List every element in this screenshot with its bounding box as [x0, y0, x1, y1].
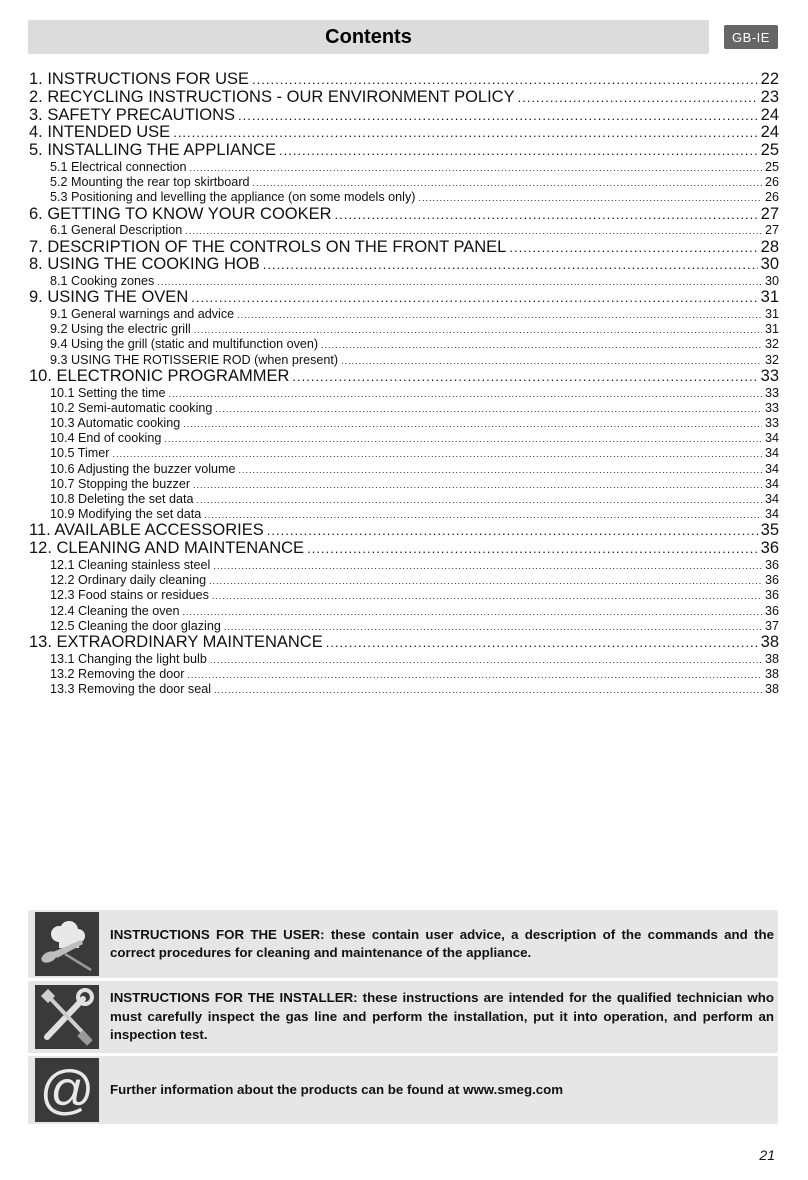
toc-section-entry[interactable] — [29, 507, 779, 522]
toc-entry-page: 27 — [760, 205, 779, 223]
toc-entry-label: 10.7 Stopping the buzzer — [50, 476, 191, 491]
toc-section-entry[interactable] — [29, 307, 779, 322]
toc-entry-page: 37 — [764, 618, 779, 633]
chef-icon — [35, 912, 99, 976]
toc-dot-leader — [209, 574, 762, 588]
toc-chapter-entry[interactable] — [29, 89, 779, 107]
toc-entry-label: 7. DESCRIPTION OF THE CONTROLS ON THE FRONT PANEL — [29, 238, 507, 256]
toc-dot-leader — [169, 387, 762, 401]
toc-dot-leader — [213, 559, 762, 573]
toc-dot-leader — [263, 256, 758, 274]
toc-dot-leader — [197, 493, 762, 507]
toc-entry-page: 30 — [764, 274, 779, 289]
table-of-contents — [29, 71, 779, 697]
toc-entry-page: 27 — [764, 223, 779, 238]
at-sign-icon — [35, 1058, 99, 1122]
toc-dot-leader — [341, 354, 762, 368]
toc-section-entry[interactable] — [29, 588, 779, 603]
further-information-text: Further information about the products can be found at www.smeg.com — [110, 1081, 564, 1097]
toc-chapter-entry[interactable] — [29, 289, 779, 307]
toc-entry-label: 10.2 Semi-automatic cooking — [50, 400, 213, 415]
toc-section-entry[interactable] — [29, 386, 779, 401]
toc-entry-page: 38 — [764, 651, 779, 666]
toc-entry-page: 34 — [764, 461, 779, 476]
toc-entry-page: 36 — [764, 557, 779, 572]
toc-section-entry[interactable] — [29, 619, 779, 634]
toc-entry-label: 9. USING THE OVEN — [29, 289, 189, 307]
toc-entry-label: 2. RECYCLING INSTRUCTIONS - OUR ENVIRONMENT POLICY — [29, 88, 515, 106]
toc-entry-label: 12.2 Ordinary daily cleaning — [50, 573, 207, 588]
toc-dot-leader — [335, 206, 758, 224]
toc-dot-leader — [253, 176, 762, 190]
toc-entry-page: 35 — [760, 522, 779, 540]
toc-entry-label: 10. ELECTRONIC PROGRAMMER — [29, 367, 290, 385]
toc-entry-label: 1. INSTRUCTIONS FOR USE — [29, 71, 250, 88]
toc-entry-page: 26 — [764, 190, 779, 205]
svg-text:@: @ — [39, 1060, 95, 1120]
toc-chapter-entry[interactable] — [29, 256, 779, 274]
toc-entry-label: 9.1 General warnings and advice — [50, 307, 235, 322]
toc-entry-page: 36 — [764, 603, 779, 618]
toc-chapter-entry[interactable] — [29, 71, 779, 89]
toc-dot-leader — [321, 338, 762, 352]
toc-section-entry[interactable] — [29, 190, 779, 205]
toc-section-entry[interactable] — [29, 431, 779, 446]
toc-dot-leader — [307, 540, 758, 558]
toc-entry-page: 38 — [764, 682, 779, 697]
toc-entry-label: 10.3 Automatic cooking — [50, 416, 181, 431]
toc-dot-leader — [214, 683, 762, 697]
toc-entry-page: 33 — [764, 416, 779, 431]
toc-entry-label: 12. CLEANING AND MAINTENANCE — [29, 540, 305, 558]
installer-instructions-box — [28, 981, 778, 1053]
toc-entry-page: 33 — [764, 400, 779, 415]
toc-entry-label: 5.2 Mounting the rear top skirtboard — [50, 175, 250, 190]
toc-entry-label: 12.1 Cleaning stainless steel — [50, 557, 211, 572]
toc-chapter-entry[interactable] — [29, 206, 779, 224]
toc-entry-page: 34 — [764, 446, 779, 461]
toc-dot-leader — [191, 289, 757, 307]
toc-entry-page: 23 — [760, 88, 779, 106]
toc-entry-label: 9.3 USING THE ROTISSERIE ROD (when present) — [50, 352, 339, 367]
toc-entry-page: 31 — [764, 307, 779, 322]
toc-dot-leader — [157, 275, 762, 289]
installer-instructions-text: INSTRUCTIONS FOR THE INSTALLER: these instructions are intended for the qualified technician who must carefully inspect the gas line and perform the installation, put it into operation, and perform an inspection test. — [110, 990, 774, 1043]
toc-entry-page: 38 — [760, 633, 779, 651]
toc-dot-leader — [215, 402, 762, 416]
toc-entry-label: 10.9 Modifying the set data — [50, 507, 202, 522]
toc-entry-label: 10.8 Deleting the set data — [50, 491, 194, 506]
toc-dot-leader — [326, 634, 758, 652]
toc-entry-label: 13.3 Removing the door seal — [50, 682, 212, 697]
toc-dot-leader — [224, 620, 762, 634]
title-bar — [28, 20, 709, 54]
tools-icon — [35, 985, 99, 1049]
toc-entry-page: 33 — [764, 385, 779, 400]
toc-section-entry[interactable] — [29, 337, 779, 352]
toc-chapter-entry[interactable] — [29, 107, 779, 125]
toc-entry-label: 6.1 General Description — [50, 223, 183, 238]
toc-entry-page: 32 — [764, 337, 779, 352]
toc-entry-label: 8.1 Cooking zones — [50, 274, 155, 289]
toc-entry-label: 12.3 Food stains or residues — [50, 588, 209, 603]
toc-section-entry[interactable] — [29, 492, 779, 507]
toc-entry-page: 33 — [760, 367, 779, 385]
toc-dot-leader — [183, 417, 762, 431]
toc-section-entry[interactable] — [29, 477, 779, 492]
toc-section-entry[interactable] — [29, 160, 779, 175]
toc-chapter-entry[interactable] — [29, 124, 779, 142]
toc-section-entry[interactable] — [29, 682, 779, 697]
toc-entry-page: 34 — [764, 507, 779, 522]
toc-section-entry[interactable] — [29, 416, 779, 431]
toc-chapter-entry[interactable] — [29, 540, 779, 558]
toc-dot-leader — [292, 368, 757, 386]
toc-entry-label: 9.4 Using the grill (static and multifunction oven) — [50, 337, 319, 352]
toc-section-entry[interactable] — [29, 604, 779, 619]
toc-section-entry[interactable] — [29, 175, 779, 190]
toc-entry-page: 34 — [764, 476, 779, 491]
page-number: 21 — [759, 1147, 775, 1163]
toc-chapter-entry[interactable] — [29, 239, 779, 257]
toc-entry-page: 28 — [760, 238, 779, 256]
toc-entry-page: 36 — [764, 588, 779, 603]
toc-dot-leader — [509, 239, 757, 257]
further-information-box — [28, 1056, 778, 1124]
toc-section-entry[interactable] — [29, 652, 779, 667]
toc-entry-page: 34 — [764, 431, 779, 446]
toc-entry-label: 12.5 Cleaning the door glazing — [50, 618, 221, 633]
toc-dot-leader — [183, 605, 762, 619]
toc-entry-label: 13. EXTRAORDINARY MAINTENANCE — [29, 633, 323, 651]
toc-entry-page: 36 — [764, 573, 779, 588]
toc-section-entry[interactable] — [29, 274, 779, 289]
toc-entry-page: 30 — [760, 256, 779, 274]
toc-entry-label: 10.6 Adjusting the buzzer volume — [50, 461, 236, 476]
toc-entry-label: 8. USING THE COOKING HOB — [29, 256, 260, 274]
toc-entry-label: 13.1 Changing the light bulb — [50, 651, 207, 666]
toc-entry-page: 31 — [764, 322, 779, 337]
toc-dot-leader — [418, 191, 762, 205]
toc-entry-label: 4. INTENDED USE — [29, 124, 171, 142]
toc-entry-label: 13.2 Removing the door — [50, 666, 185, 681]
language-badge: GB-IE — [724, 25, 778, 49]
toc-entry-label: 10.1 Setting the time — [50, 385, 166, 400]
toc-dot-leader — [252, 71, 758, 89]
toc-entry-label: 6. GETTING TO KNOW YOUR COOKER — [29, 205, 332, 223]
toc-entry-label: 5.3 Positioning and levelling the appliance (on some models only) — [50, 190, 416, 205]
toc-entry-label: 9.2 Using the electric grill — [50, 322, 191, 337]
toc-section-entry[interactable] — [29, 573, 779, 588]
toc-chapter-entry[interactable] — [29, 522, 779, 540]
toc-chapter-entry[interactable] — [29, 634, 779, 652]
toc-dot-leader — [187, 668, 762, 682]
toc-dot-leader — [204, 508, 762, 522]
toc-dot-leader — [210, 653, 762, 667]
toc-entry-label: 10.4 End of cooking — [50, 431, 162, 446]
toc-section-entry[interactable] — [29, 401, 779, 416]
toc-section-entry[interactable] — [29, 322, 779, 337]
toc-dot-leader — [239, 463, 762, 477]
user-instructions-box — [28, 910, 778, 978]
toc-dot-leader — [173, 124, 757, 142]
toc-section-entry[interactable] — [29, 223, 779, 238]
toc-chapter-entry[interactable] — [29, 142, 779, 160]
toc-dot-leader — [279, 142, 758, 160]
toc-dot-leader — [518, 89, 758, 107]
toc-section-entry[interactable] — [29, 446, 779, 461]
toc-entry-page: 34 — [764, 491, 779, 506]
toc-dot-leader — [185, 224, 762, 238]
toc-dot-leader — [193, 478, 762, 492]
toc-entry-label: 3. SAFETY PRECAUTIONS — [29, 106, 235, 124]
toc-entry-page: 38 — [764, 666, 779, 681]
toc-entry-label: 5.1 Electrical connection — [50, 159, 187, 174]
toc-entry-page: 32 — [764, 352, 779, 367]
toc-entry-page: 26 — [764, 175, 779, 190]
toc-section-entry[interactable] — [29, 558, 779, 573]
toc-entry-page: 25 — [764, 159, 779, 174]
toc-entry-page: 24 — [760, 124, 779, 142]
toc-section-entry[interactable] — [29, 667, 779, 682]
toc-entry-page: 22 — [760, 71, 779, 88]
toc-entry-label: 11. AVAILABLE ACCESSORIES — [29, 522, 264, 540]
toc-entry-page: 31 — [760, 289, 779, 307]
toc-dot-leader — [164, 432, 762, 446]
page-title: Contents — [325, 25, 412, 48]
toc-dot-leader — [212, 589, 762, 603]
toc-entry-label: 10.5 Timer — [50, 446, 110, 461]
toc-dot-leader — [267, 522, 758, 540]
toc-section-entry[interactable] — [29, 462, 779, 477]
toc-entry-page: 36 — [760, 540, 779, 558]
toc-entry-page: 25 — [760, 142, 779, 160]
toc-section-entry[interactable] — [29, 353, 779, 368]
toc-entry-page: 24 — [760, 106, 779, 124]
toc-entry-label: 5. INSTALLING THE APPLIANCE — [29, 142, 276, 160]
toc-dot-leader — [238, 107, 758, 125]
toc-entry-label: 12.4 Cleaning the oven — [50, 603, 180, 618]
user-instructions-text: INSTRUCTIONS FOR THE USER: these contain user advice, a description of the commands and the correct procedures for cleaning and maintenance of the appliance. — [110, 926, 774, 960]
toc-dot-leader — [190, 161, 762, 175]
toc-dot-leader — [237, 308, 762, 322]
toc-chapter-entry[interactable] — [29, 368, 779, 386]
toc-dot-leader — [194, 323, 762, 337]
toc-dot-leader — [113, 447, 762, 461]
